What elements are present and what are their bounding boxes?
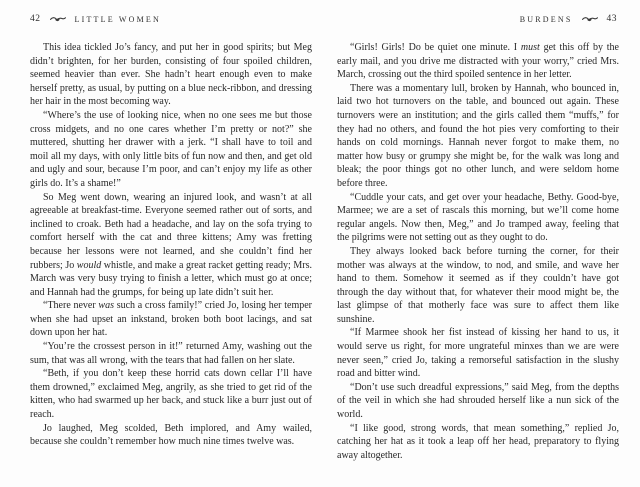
text-run: “Don’t use such dreadful expressions,” said Meg, from the depths of the veil in which she had shrouded herself like a nun sick of the world. [337, 381, 619, 421]
paragraph [337, 381, 619, 422]
paragraph [337, 191, 619, 245]
italic-text-run: was [98, 300, 114, 312]
italic-text-run: would [76, 259, 102, 271]
text-run: There was a momentary lull, broken by Hannah, who bounced in, laid two hot turnovers on the table, and bounced out again. These turnovers were an institution; and the girls called them “muffs,” for they had no others, and found the hot pies very comforting to their hands on cold mornings. Hannah never forgot to make them, no matter how busy or grumpy she might be, for the walk was long and bleak; the poor things got no other lunch, and were seldom home before three. [337, 82, 619, 189]
text-run: get this off by the early mail, and you drive me distracted with your worry,” cried Mrs. March, crossing out the third spoiled sentence in her letter. [337, 42, 619, 81]
text-run: whistle, and make a great racket getting ready; Mrs. March was very busy trying to finish a letter, which must go at once; and Hannah had the grumps, for being up late didn’t suit her. [30, 259, 312, 298]
paragraph [337, 41, 619, 82]
left-page-header [30, 14, 161, 24]
text-run: “Girls! Girls! Do be quiet one minute. I [350, 42, 521, 53]
paragraph [30, 41, 312, 109]
paragraph [30, 367, 312, 421]
paragraph [30, 422, 312, 449]
text-run: such a cross family!” cried Jo, losing her temper when she had upset an inkstand, broken both boot lacings, and sat down upon her hat. [30, 300, 312, 339]
left-running-title: LITTLE WOMEN [74, 14, 161, 24]
paragraph [30, 191, 312, 300]
right-running-title: BURDENS [519, 14, 573, 24]
text-run: “There never [43, 300, 99, 312]
paragraph [30, 299, 312, 340]
left-page-number: 42 [30, 14, 41, 24]
paragraph [337, 245, 619, 327]
paragraph [30, 109, 312, 191]
paragraph [337, 422, 619, 463]
paragraph [30, 340, 312, 367]
text-run: They always looked back before turning the corner, for their mother was always at the window, to nod, and smile, and wave her hand to them. Somehow it seemed as if they couldn’t have got through the day without that, for whatever their mood might be, the last glimpse of that motherly face was sure to affect them like sunshine. [337, 245, 619, 325]
text-run: “I like good, strong words, that mean something,” replied Jo, catching her hat as it took a leap off her head, preparatory to flying away altogether. [337, 422, 619, 461]
text-run: “Where’s the use of looking nice, when no one sees me but those cross midgets, and no one cares whether I’m pretty or not?” she muttered, shutting her drawer with a jerk. “I shall have to toil and moil all my days, with only little bits of fun now and then, and get old and ugly and sour, because I’m poor, and can’t enjoy my life as other girls do. It’s a shame!” [30, 109, 312, 189]
text-run: So Meg went down, wearing an injured look, and wasn’t at all agreeable at breakfast-time. Everyone seemed rather out of sorts, and inclined to croak. Beth had a headache, and lay on the sofa trying to comfort herself with the cat and three kittens; Amy was fretting because her lessons were not learned, and she couldn’t find her rubbers; Jo [30, 191, 312, 271]
text-run: “If Marmee shook her fist instead of kissing her hand to us, it would serve us right, for more ungrateful minxes than we are were never seen,” cried Jo, taking a remorseful satisfaction in the slushy road and bitter wind. [337, 327, 619, 380]
text-run: “You’re the crossest person in it!” returned Amy, washing out the sum, that was all wrong, with the tears that had fallen on her slate. [30, 341, 312, 366]
paragraph [337, 326, 619, 380]
text-run: “Beth, if you don’t keep these horrid cats down cellar I’ll have them drowned,” exclaimed Meg, angrily, as she tried to get rid of the kitten, who had swarmed up her back, and stuck like a burr just out of reach. [30, 368, 312, 421]
paragraph [337, 82, 619, 191]
left-page-body [30, 41, 312, 449]
text-run: Jo laughed, Meg scolded, Beth implored, and Amy wailed, because she couldn’t remember how much nine times twelve was. [30, 422, 312, 448]
text-run: This idea tickled Jo’s fancy, and put her in good spirits; but Meg didn’t brighten, for her burden, consisting of four spoiled children, seemed heavier than ever. She hadn’t heart enough even to make herself pretty, as usual, by putting on a blue neck-ribbon, and dressing her hair in the most becoming way. [30, 42, 312, 108]
header-ornament-icon [582, 16, 598, 22]
header-ornament-icon [50, 16, 66, 22]
italic-text-run: must [520, 42, 540, 53]
right-page-number: 43 [606, 14, 617, 24]
right-page-body [337, 41, 619, 462]
text-run: “Cuddle your cats, and get over your headache, Bethy. Good-bye, Marmee; we are a set of rascals this morning, but we’ll come home regular angels. Now then, Meg,” and Jo tramped away, feeling that the pilgrims were not setting out as they ought to do. [337, 191, 619, 244]
right-page-header [520, 14, 617, 24]
